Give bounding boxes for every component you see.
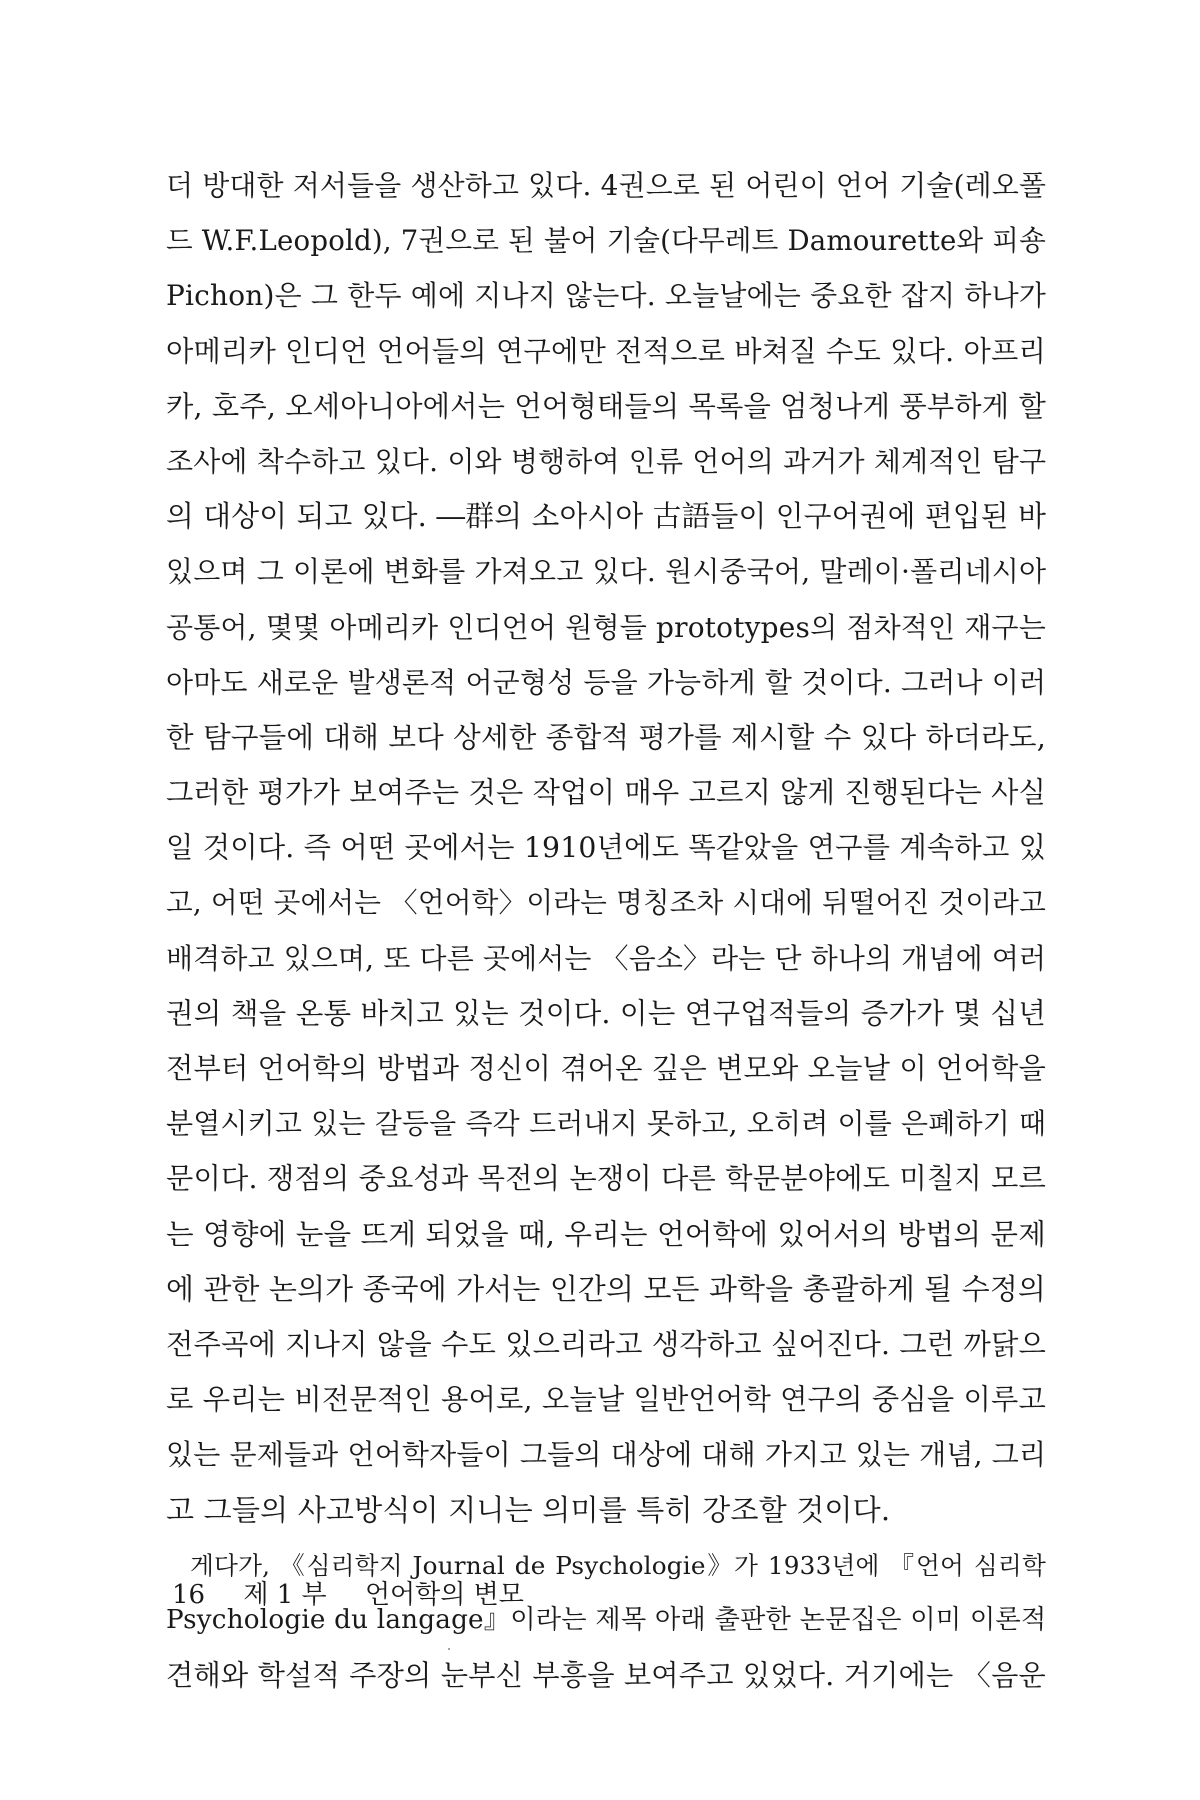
paragraph-2 (166, 1538, 1046, 1704)
text-line: 있으며 그 이론에 변화를 가져오고 있다. 원시중국어, 말레이·폴리네시아 (166, 555, 1047, 589)
text-line: 조사에 착수하고 있다. 이와 병행하여 인류 언어의 과거가 체계적인 탐구 (166, 444, 1047, 478)
text-line: 있는 문제들과 언어학자들이 그들의 대상에 대해 가지고 있는 개념, 그리 (166, 1438, 1047, 1472)
text-line: Pichon)은 그 한두 예에 지나지 않는다. 오늘날에는 중요한 잡지 하나가 (166, 279, 1046, 313)
text-line: 전부터 언어학의 방법과 정신이 겪어온 깊은 변모와 오늘날 이 언어학을 (166, 1052, 1046, 1085)
text-line: 문이다. 쟁점의 중요성과 목전의 논쟁이 다른 학문분야에도 미칠지 모르 (166, 1162, 1046, 1196)
text-line: 배격하고 있으며, 또 다른 곳에서는 〈음소〉라는 단 하나의 개념에 여러 (166, 941, 1047, 975)
text-line: 의 대상이 되고 있다. ―群의 소아시아 古語들이 인구어권에 편입된 바 (166, 499, 1047, 534)
text-line: 권의 책을 온통 바치고 있는 것이다. 이는 연구업적들의 증가가 몇 십년 (166, 995, 1046, 1030)
text-line: 아메리카 인디언 언어들의 연구에만 전적으로 바쳐질 수도 있다. 아프리 (166, 334, 1046, 368)
text-line: Psychologie du langage』이라는 제목 아래 출판한 논문집은 이미 이론적 (166, 1604, 1047, 1635)
scan-speck (448, 1648, 450, 1650)
text-line: 고, 어떤 곳에서는 〈언어학〉이라는 명칭조차 시대에 뒤떨어진 것이라고 (166, 886, 1046, 920)
page-number: 16 (172, 1580, 206, 1610)
text-line: 드 W.F.Leopold), 7권으로 된 불어 기술(다무레트 Damourette와 피숑 (166, 224, 1046, 258)
body-text (166, 158, 1046, 1703)
text-line: 그러한 평가가 보여주는 것은 작업이 매우 고르지 않게 진행된다는 사실 (166, 776, 1046, 810)
text-line: 한 탐구들에 대해 보다 상세한 종합적 평가를 제시할 수 있다 하더라도, (166, 719, 1046, 754)
text-line: 견해와 학설적 주장의 눈부신 부흥을 보여주고 있었다. 거기에는 〈음운 (166, 1659, 1046, 1693)
text-line: 일 것이다. 즉 어떤 곳에서는 1910년에도 똑같았을 연구를 계속하고 있 (166, 831, 1047, 865)
text-line: 고 그들의 사고방식이 지니는 의미를 특히 강조할 것이다. (166, 1492, 891, 1527)
text-line: 더 방대한 저서들을 생산하고 있다. 4권으로 된 어린이 언어 기술(레오폴 (166, 169, 1047, 202)
text-line: 카, 호주, 오세아니아에서는 언어형태들의 목록을 엄청나게 풍부하게 할 (166, 389, 1046, 423)
page-footer (172, 1574, 524, 1611)
text-line: 전주곡에 지나지 않을 수도 있으리라고 생각하고 싶어진다. 그런 까닭으 (166, 1327, 1046, 1361)
text-line: 공통어, 몇몇 아메리카 인디언어 원형들 prototypes의 점차적인 재구는 (166, 610, 1046, 644)
text-line: 게다가, 《심리학지 Journal de Psychologie》가 1933년에 『언어 심리학 (190, 1550, 1046, 1580)
part-label: 제 1 부 (243, 1580, 327, 1610)
text-line: 에 관한 논의가 종국에 가서는 인간의 모든 과학을 총괄하게 될 수정의 (166, 1271, 1046, 1306)
paragraph-1 (166, 158, 1046, 1538)
text-line: 분열시키고 있는 갈등을 즉각 드러내지 못하고, 오히려 이를 은폐하기 때 (166, 1107, 1047, 1141)
text-line: 는 영향에 눈을 뜨게 되었을 때, 우리는 언어학에 있어서의 방법의 문제 (166, 1216, 1046, 1251)
text-line: 아마도 새로운 발생론적 어군형성 등을 가능하게 할 것이다. 그러나 이러 (166, 665, 1047, 699)
text-line: 로 우리는 비전문적인 용어로, 오늘날 일반언어학 연구의 중심을 이루고 (166, 1383, 1046, 1417)
chapter-title: 언어학의 변모 (364, 1580, 524, 1610)
